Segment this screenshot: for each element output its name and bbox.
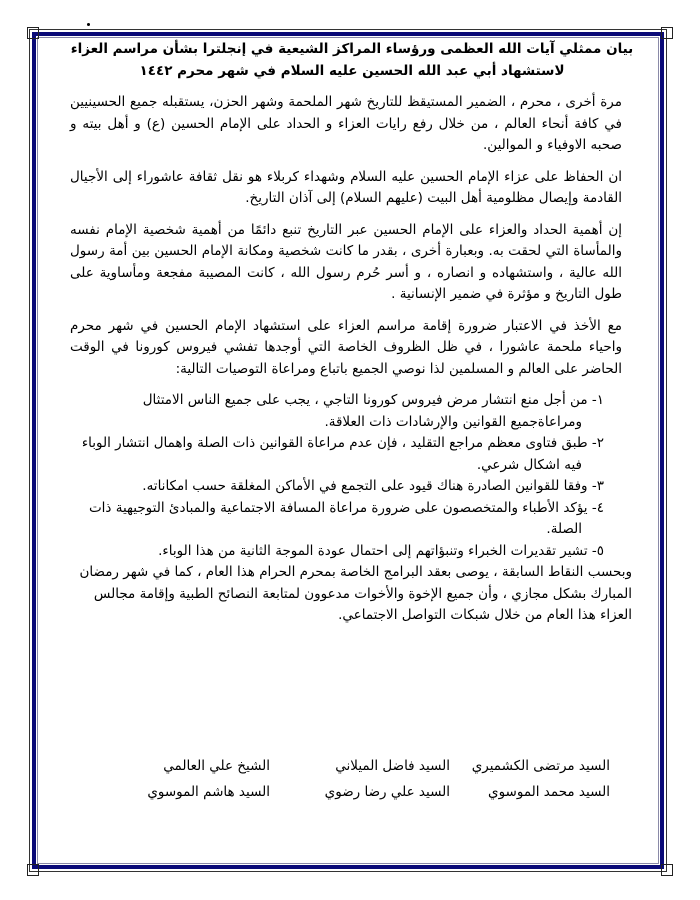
signatory-name: السيد محمد الموسوي xyxy=(488,784,610,800)
paragraph-intro: مرة أخرى ، محرم ، الضمير المستيقظ للتاريخ شهر الملحمة وشهر الحزن، يستقبله جميع الحسينيين في كافة أنحاء العالم ، من خلال رفع رايات العزاء و الحداد على الإمام الحسين (ع) و أهل بيته و صحبه الاوفياء و الموالين. xyxy=(70,94,622,153)
border-corner-ornament xyxy=(27,864,39,876)
signatories-block xyxy=(90,758,610,800)
border-corner-ornament xyxy=(661,864,673,876)
paragraph-importance: إن أهمية الحداد والعزاء على الإمام الحسين عبر التاريخ تنبع دائمًا من أهمية شخصية الإمام نفسه والمأساة التي لحقت به. وبعبارة أخرى ، بقدر ما كانت شخصية ومكانة الإمام الحسين بين أمة رسول الله عالية ، واستشهاده و انصاره ، و أسر حُرم رسول الله ، كانت المصيبة مفجعة ومأساوية على طول التاريخ و مؤثرة في ضمير الإنسانية . xyxy=(70,221,622,302)
signatory-name: السيد مرتضى الكشميري xyxy=(471,758,610,774)
signatory-name: السيد علي رضا رضوي xyxy=(324,784,450,800)
recommendation-item: ٣- وفقا للقوانين الصادرة هناك قيود على التجمع في الأماكن المغلقة حسب امكاناته. xyxy=(142,478,604,494)
statement-body xyxy=(62,38,642,637)
statement-title xyxy=(62,38,642,82)
recommendation-item: ٥- تشير تقديرات الخبراء وتنبؤاتهم إلى احتمال عودة الموجة الثانية من هذا الوباء. xyxy=(158,542,604,559)
title-line-2: لاستشهاد أبي عبد الله الحسين عليه السلام في شهر محرم ١٤٤٢ xyxy=(139,63,565,79)
signatory-name: الشيخ علي العالمي xyxy=(163,758,270,774)
recommendation-item: ٢- طبق فتاوى معظم مراجع التقليد ، فإن عدم مراعاة القوانين ذات الصلة واهمال انتشار الوباء فيه اشكال شرعي. xyxy=(81,435,604,473)
paragraph-preservation: ان الحفاظ على عزاء الإمام الحسين عليه السلام وشهداء كربلاء هو نقل ثقافة عاشوراء إلى الأجيال القادمة وإيصال مظلومية أهل البيت (عليهم السلام) إلى آذان التاريخ. xyxy=(70,168,622,206)
border-corner-ornament xyxy=(661,27,673,39)
stray-dot-mark xyxy=(87,23,90,26)
paragraph-closing: وبحسب النقاط السابقة ، يوصى بعقد البرامج الخاصة بمحرم الحرام هذا العام ، كما في شهر رمضان المبارك بشكل مجازي ، وأن جميع الإخوة والأخوات مدعوون لمتابعة النصائح الطبية وإقامة مجالس العزاء هذا العام من خلال شبكات التواصل الاجتماعي. xyxy=(79,564,632,623)
recommendation-item: ١- من أجل منع انتشار مرض فيروس كورونا التاجي ، يجب على جميع الناس الامتثال ومراعاةجميع القوانين والإرشادات ذات العلاقة. xyxy=(142,392,604,430)
signatory-name: السيد فاضل الميلاني xyxy=(335,758,450,774)
recommendations-list xyxy=(62,390,642,562)
signatory-name: السيد هاشم الموسوي xyxy=(147,784,270,800)
paragraph-considerations: مع الأخذ في الاعتبار ضرورة إقامة مراسم العزاء على استشهاد الإمام الحسين في شهر محرم واحياء ملحمة عاشورا ، في ظل الظروف الخاصة التي أوجدها تفشي فيروس كورونا في الوقت الحاضر على العالم و المسلمين لذا نوصي الجميع باتباع ومراعاة التوصيات التالية: xyxy=(70,317,622,377)
recommendation-item: ٤- يؤكد الأطباء والمتخصصون على ضرورة مراعاة المسافة الاجتماعية والمبادئ التوجيهية ذات الصلة. xyxy=(88,499,604,537)
border-corner-ornament xyxy=(27,27,39,39)
title-line-1: بيان ممثلي آيات الله العظمى ورؤساء المراكز الشيعية في إنجلترا بشأن مراسم العزاء xyxy=(70,41,634,57)
